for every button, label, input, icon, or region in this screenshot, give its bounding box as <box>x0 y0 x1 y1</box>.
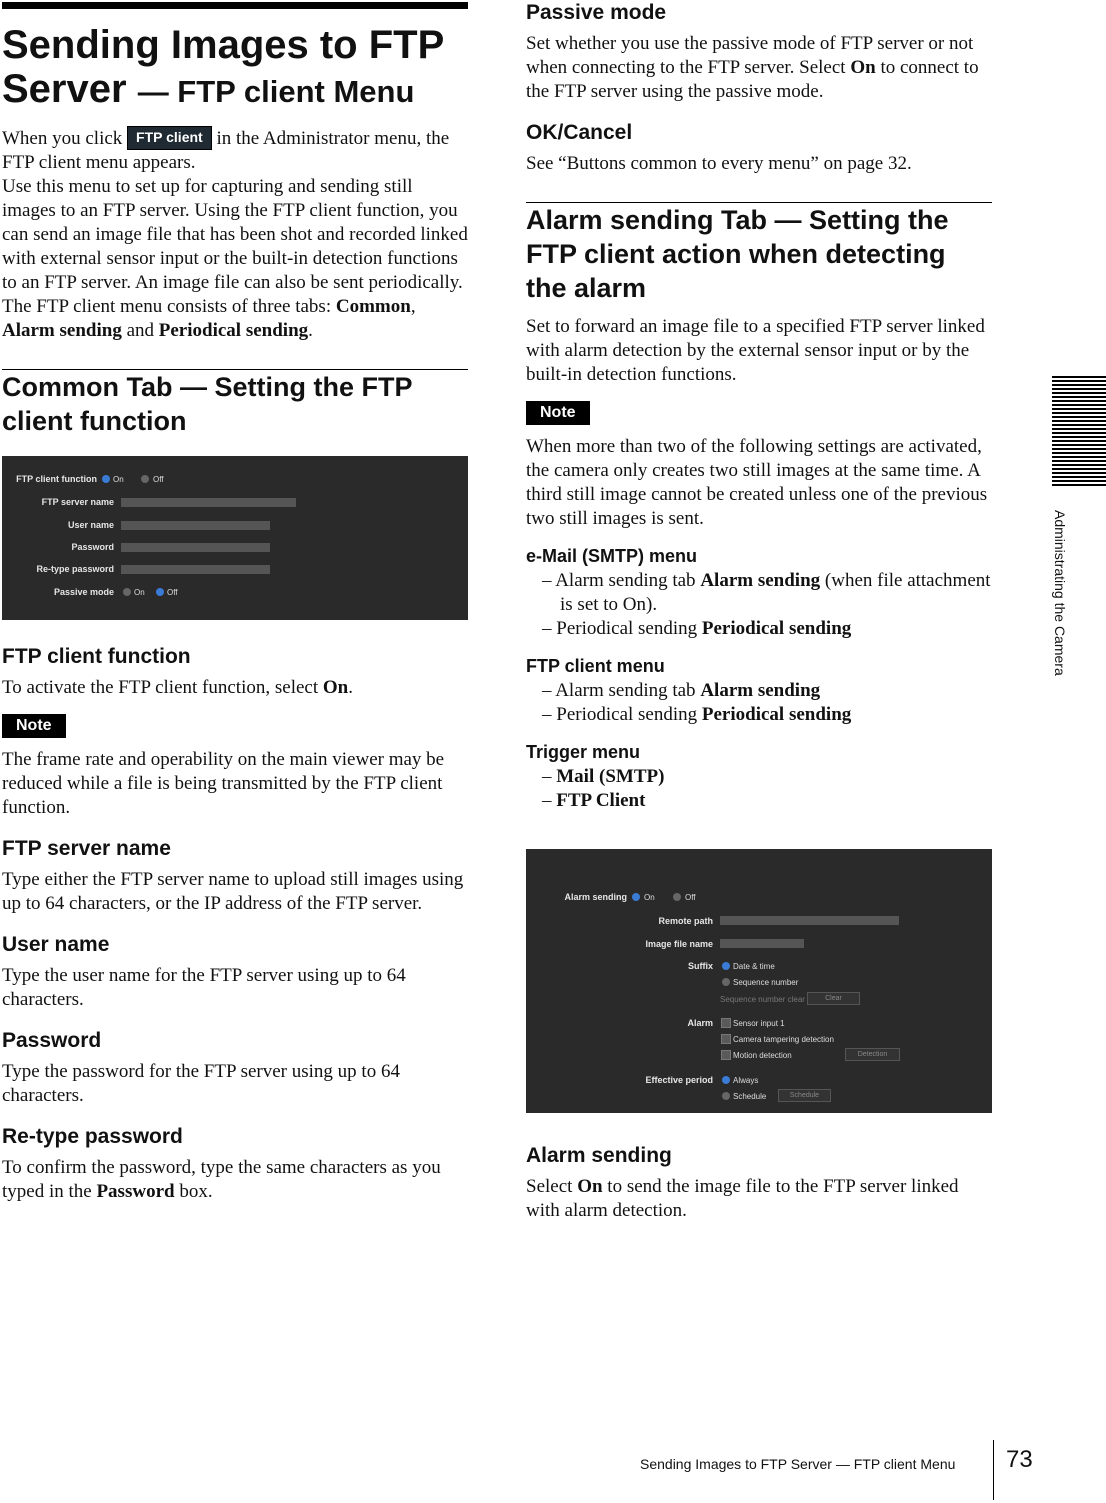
page-title: Sending Images to FTP Server — FTP client Menu <box>2 23 444 111</box>
image-file-field <box>720 939 804 948</box>
user-name-text: Type the user name for the FTP server using up to 64 characters. <box>2 965 406 1010</box>
server-name-title: FTP server name <box>2 837 171 860</box>
period-always-text: Always <box>733 1076 759 1085</box>
suffix-seq-radio <box>722 978 730 986</box>
user-name-title: User name <box>2 933 110 956</box>
right-column <box>526 0 992 1223</box>
ftp-off-text: Off <box>153 475 164 484</box>
ftp-on-radio <box>102 475 110 483</box>
tamper-checkbox <box>721 1034 731 1044</box>
password-field <box>121 543 270 552</box>
alarm-label: Alarm <box>687 1018 713 1028</box>
ftp-function-title: FTP client function <box>2 645 191 668</box>
alarm-off-radio <box>673 893 681 901</box>
email-menu-list <box>526 569 992 641</box>
user-name-label: User name <box>67 520 114 530</box>
passive-on-radio <box>123 588 131 596</box>
alarm-sending-label: Alarm sending <box>564 892 627 902</box>
intro-p2: Use this menu to set up for capturing and sending still images to an FTP server. Using the FTP client function, you can send an image file that has been shot and recorded linked with external sensor input or the built-in detection functions to an FTP server. An image file can also be sent periodically. <box>2 176 468 293</box>
running-footer: Sending Images to FTP Server — FTP client Menu <box>640 1456 956 1472</box>
email-menu-title: e-Mail (SMTP) menu <box>526 546 698 566</box>
detection-button: Detection <box>845 1048 900 1061</box>
remote-path-label: Remote path <box>658 916 713 926</box>
ftp-on-text: On <box>113 475 124 484</box>
ftp-menu-title: FTP client menu <box>526 656 665 676</box>
period-always-radio <box>722 1076 730 1084</box>
suffix-label: Suffix <box>687 961 713 971</box>
list-item: – Alarm sending tab Alarm sending <box>542 680 821 701</box>
suffix-date-radio <box>722 962 730 970</box>
period-schedule-text: Schedule <box>733 1092 767 1101</box>
side-tab-lines <box>1052 376 1106 496</box>
remote-path-field <box>720 916 899 925</box>
clear-button: Clear <box>807 992 860 1005</box>
schedule-button: Schedule <box>778 1089 831 1102</box>
trigger-menu-list <box>526 765 992 813</box>
note-text-2: When more than two of the following settings are activated, the camera only creates two still images at the same time. A third still image cannot be created unless one of the previous two still images is sent. <box>526 436 988 529</box>
motion-text: Motion detection <box>733 1051 792 1060</box>
seq-clear-text: Sequence number clear <box>720 995 805 1004</box>
note-badge-2: Note <box>526 401 590 425</box>
ok-cancel-text: See “Buttons common to every menu” on page 32. <box>526 153 912 174</box>
image-file-label: Image file name <box>645 939 713 949</box>
period-label: Effective period <box>645 1075 713 1085</box>
ftp-menu-list <box>526 679 992 727</box>
common-heading: Common Tab — Setting the FTP client function <box>2 372 412 436</box>
retype-title: Re-type password <box>2 1125 183 1148</box>
period-schedule-radio <box>722 1092 730 1100</box>
passive-off-radio <box>156 588 164 596</box>
page-number: 73 <box>1006 1446 1033 1473</box>
password-title: Password <box>2 1029 102 1052</box>
list-item: – Alarm sending tab Alarm sending (when file attachment is set to On). <box>542 570 991 615</box>
passive-mode-title: Passive mode <box>526 1 667 24</box>
trigger-menu-title: Trigger menu <box>526 742 641 762</box>
list-item: – FTP Client <box>542 790 646 811</box>
sensor-checkbox <box>721 1018 731 1028</box>
user-name-field <box>121 521 270 530</box>
note-badge: Note <box>2 714 66 738</box>
retype-label: Re-type password <box>36 564 114 574</box>
alarm-settings-screenshot <box>526 849 992 1113</box>
intro-p1: When you click FTP client in the Administrator menu, the FTP client menu appears. <box>2 128 450 173</box>
server-name-text: Type either the FTP server name to upload still images using up to 64 characters, or the IP address of the FTP server. <box>2 869 464 914</box>
left-column <box>2 0 468 1204</box>
retype-field <box>121 565 270 574</box>
passive-mode-text: Set whether you use the passive mode of FTP server or not when connecting to the FTP server. Select On to connect to the FTP server using the passive mode. <box>526 33 979 102</box>
alarm-on-radio <box>632 893 640 901</box>
footer-divider <box>993 1440 994 1500</box>
passive-off-text: Off <box>167 588 178 597</box>
side-section-label: Administrating the Camera <box>1052 510 1068 676</box>
alarm-on-text: On <box>644 893 655 902</box>
alarm-heading: Alarm sending Tab — Setting the FTP client action when detecting the alarm <box>526 205 949 303</box>
suffix-seq-text: Sequence number <box>733 978 799 987</box>
passive-on-text: On <box>134 588 145 597</box>
ftp-client-button-image: FTP client <box>127 126 212 150</box>
list-item: – Periodical sending Periodical sending <box>542 704 852 725</box>
list-item: – Periodical sending Periodical sending <box>542 618 852 639</box>
alarm-sending-text: Select On to send the image file to the FTP server linked with alarm detection. <box>526 1176 959 1221</box>
intro-p3: The FTP client menu consists of three tabs: Common, Alarm sending and Periodical sending. <box>2 296 416 341</box>
motion-checkbox <box>721 1050 731 1060</box>
ok-cancel-title: OK/Cancel <box>526 121 633 144</box>
server-name-field <box>121 498 296 507</box>
alarm-off-text: Off <box>685 893 696 902</box>
ftp-function-label: FTP client function <box>16 474 97 484</box>
common-settings-screenshot <box>2 456 468 620</box>
sensor-text: Sensor input 1 <box>733 1019 785 1028</box>
suffix-date-text: Date & time <box>733 962 775 971</box>
server-name-label: FTP server name <box>41 497 114 507</box>
ftp-function-text: To activate the FTP client function, select On. <box>2 677 353 698</box>
tamper-text: Camera tampering detection <box>733 1035 834 1044</box>
title-bar <box>2 2 468 9</box>
alarm-sending-title: Alarm sending <box>526 1144 672 1167</box>
retype-text: To confirm the password, type the same characters as you typed in the Password box. <box>2 1157 441 1202</box>
passive-label: Passive mode <box>53 587 114 597</box>
password-text: Type the password for the FTP server using up to 64 characters. <box>2 1061 400 1106</box>
alarm-text: Set to forward an image file to a specified FTP server linked with alarm detection by the external sensor input or by the built-in detection functions. <box>526 316 985 385</box>
password-label: Password <box>71 542 114 552</box>
ftp-off-radio <box>141 475 149 483</box>
note-text: The frame rate and operability on the main viewer may be reduced while a file is being transmitted by the FTP client function. <box>2 749 445 818</box>
note-wrap-2 <box>526 401 992 425</box>
note-wrap <box>2 714 468 738</box>
list-item: – Mail (SMTP) <box>542 766 665 787</box>
